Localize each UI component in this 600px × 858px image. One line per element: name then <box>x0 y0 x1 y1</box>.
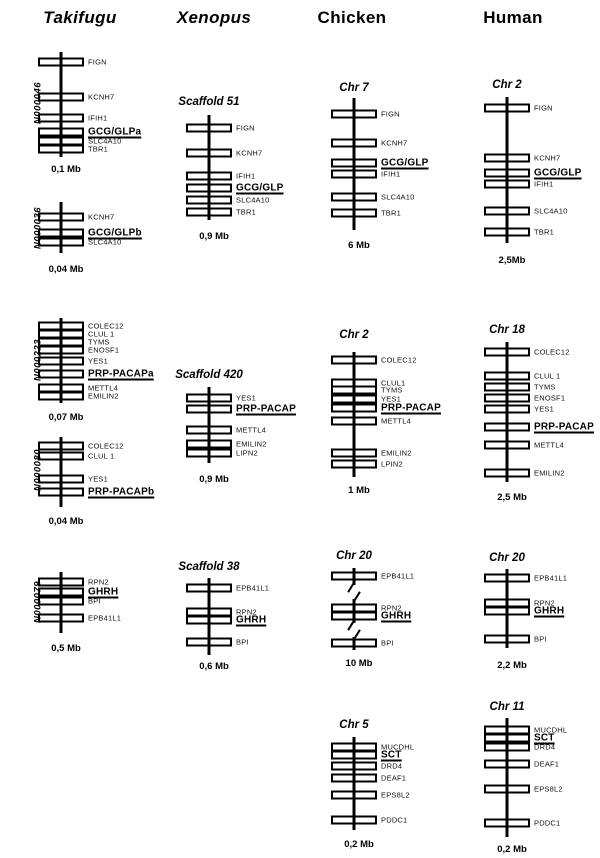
gene-label-kcnh7: KCNH7 <box>88 212 115 222</box>
chromosome-line <box>506 569 509 648</box>
gene-label-tyms: TYMS <box>88 337 110 347</box>
scale-label: 2,2 Mb <box>497 660 527 671</box>
gene-label-tbr1: TBR1 <box>534 227 554 237</box>
gene-label-fign: FIGN <box>534 103 553 113</box>
gene-label-tyms: TYMS <box>534 382 556 392</box>
chromosome-title: Chr 20 <box>489 552 525 564</box>
gene-label-ghrh: GHRH <box>381 610 412 622</box>
gene-label-bpi: BPI <box>381 638 394 648</box>
gene-label-clul-1: CLUL 1 <box>88 451 115 461</box>
gene-label-fign: FIGN <box>88 57 107 67</box>
gene-label-kcnh7: KCNH7 <box>236 148 263 158</box>
gene-label-yes1: YES1 <box>534 404 554 414</box>
scale-label: 0,9 Mb <box>199 231 229 242</box>
gene-label-rpn2: RPN2 <box>236 607 257 617</box>
gene-label-yes1: YES1 <box>381 394 401 404</box>
chromosome-title: Scaffold 420 <box>175 369 243 381</box>
chromosome-title: Chr 2 <box>339 329 369 341</box>
gene-label-kcnh7: KCNH7 <box>534 153 561 163</box>
scaffold-label: N000223 <box>32 338 44 382</box>
gene-label-clul1: CLUL1 <box>381 378 406 388</box>
gene-label-bpi: BPI <box>534 634 547 644</box>
scale-label: 10 Mb <box>345 658 373 669</box>
gene-label-prp-pacap: PRP-PACAP <box>381 402 441 414</box>
gene-label-gcg-glp: GCG/GLP <box>381 157 429 169</box>
gene-label-colec12: COLEC12 <box>88 321 124 331</box>
gene-label-pddc1: PDDC1 <box>381 815 408 825</box>
gene-label-ghrh: GHRH <box>88 586 119 598</box>
gene-label-rpn2: RPN2 <box>381 603 402 613</box>
gene-label-emilin2: EMILIN2 <box>236 439 267 449</box>
chromosome-title: Chr 2 <box>492 79 522 91</box>
chromosome-title: Scaffold 51 <box>178 96 240 108</box>
gene-label-prp-pacap: PRP-PACAP <box>236 403 296 415</box>
gene-label-sct: SCT <box>534 732 555 744</box>
gene-label-lpin2: LPIN2 <box>381 459 403 469</box>
gene-label-enosf1: ENOSF1 <box>534 393 566 403</box>
gene-label-mettl4: METTL4 <box>236 425 266 435</box>
gene-label-clul-1: CLUL 1 <box>534 371 561 381</box>
gene-label-pddc1: PDDC1 <box>534 818 561 828</box>
gene-label-tbr1: TBR1 <box>381 208 401 218</box>
scale-label: 6 Mb <box>348 240 370 251</box>
chromosome-line <box>353 352 356 477</box>
gene-label-emilin2: EMILIN2 <box>534 468 565 478</box>
gene-label-slc4a10: SLC4A10 <box>88 237 122 247</box>
gene-label-emilin2: EMILIN2 <box>381 448 412 458</box>
gene-label-tyms: TYMS <box>381 385 403 395</box>
species-header-human: Human <box>483 8 543 27</box>
chromosome-line <box>506 342 509 482</box>
chromosome-line <box>353 737 356 830</box>
chromosome-line <box>60 572 63 633</box>
gene-label-prp-pacapb: PRP-PACAPb <box>88 486 155 498</box>
gene-label-yes1: YES1 <box>88 356 108 366</box>
gene-label-epb41l1: EPB41L1 <box>534 573 568 583</box>
scale-label: 2,5Mb <box>498 255 526 266</box>
gene-label-yes1: YES1 <box>236 393 256 403</box>
scale-label: 2,5 Mb <box>497 492 527 503</box>
scale-label: 0,2 Mb <box>344 839 374 850</box>
chromosome-line <box>60 52 63 157</box>
gene-label-rpn2: RPN2 <box>534 598 555 608</box>
gene-label-prp-pacap: PRP-PACAP <box>534 421 594 433</box>
gene-label-eps8l2: EPS8L2 <box>534 784 563 794</box>
gene-label-gcg-glpa: GCG/GLPa <box>88 126 142 138</box>
gene-label-fign: FIGN <box>381 109 400 119</box>
chromosome-title: Chr 5 <box>339 719 369 731</box>
scaffold-label: N000046 <box>32 81 44 125</box>
chromosome-title: Scaffold 38 <box>178 561 240 573</box>
gene-label-ifih1: IFIH1 <box>236 171 256 181</box>
scale-label: 0,9 Mb <box>199 474 229 485</box>
gene-label-slc4a10: SLC4A10 <box>88 136 122 146</box>
chromosome-title: Chr 20 <box>336 550 372 562</box>
gene-label-yes1: YES1 <box>88 474 108 484</box>
gene-label-mettl4: METTL4 <box>88 383 118 393</box>
gene-label-bpi: BPI <box>236 637 249 647</box>
gene-label-gcg-glp: GCG/GLP <box>236 182 284 194</box>
gene-label-lipn2: LIPN2 <box>236 448 258 458</box>
gene-label-drd4: DRD4 <box>381 761 403 771</box>
chromosome-line <box>60 202 63 253</box>
gene-label-deaf1: DEAF1 <box>381 773 407 783</box>
gene-label-tbr1: TBR1 <box>88 144 108 154</box>
scale-label: 0,04 Mb <box>48 264 84 275</box>
chromosome-line <box>60 318 63 403</box>
scale-label: 0,1 Mb <box>51 164 81 175</box>
chromosome-line <box>60 437 63 507</box>
chromosome-line <box>208 578 211 655</box>
gene-label-ghrh: GHRH <box>534 605 565 617</box>
gene-label-colec12: COLEC12 <box>88 441 124 451</box>
gene-label-slc4a10: SLC4A10 <box>236 195 270 205</box>
gene-label-enosf1: ENOSF1 <box>88 345 120 355</box>
gene-label-ifih1: IFIH1 <box>88 113 108 123</box>
gene-label-bpi: BPI <box>88 596 101 606</box>
scale-label: 0,04 Mb <box>48 516 84 527</box>
scaffold-label: N000079 <box>32 580 44 624</box>
scale-label: 0,07 Mb <box>48 412 84 423</box>
chromosome-break-mark <box>345 585 363 599</box>
chromosome-line <box>353 98 356 230</box>
chromosome-line <box>208 387 211 463</box>
scale-label: 0,5 Mb <box>51 643 81 654</box>
gene-label-gcg-glpb: GCG/GLPb <box>88 227 142 239</box>
gene-label-epb41l1: EPB41L1 <box>88 613 122 623</box>
gene-label-prp-pacapa: PRP-PACAPa <box>88 368 154 380</box>
gene-label-clul-1: CLUL 1 <box>88 329 115 339</box>
scale-label: 0,6 Mb <box>199 661 229 672</box>
scaffold-label: N000036 <box>32 206 44 250</box>
gene-label-mucdhl: MUCDHL <box>381 742 415 752</box>
gene-label-ifih1: IFIH1 <box>381 169 401 179</box>
gene-label-gcg-glp: GCG/GLP <box>534 167 582 179</box>
scale-label: 0,2 Mb <box>497 844 527 855</box>
gene-label-slc4a10: SLC4A10 <box>381 192 415 202</box>
chromosome-line <box>506 97 509 243</box>
gene-label-epb41l1: EPB41L1 <box>381 571 415 581</box>
gene-label-ifih1: IFIH1 <box>534 179 554 189</box>
gene-label-ghrh: GHRH <box>236 614 267 626</box>
gene-label-kcnh7: KCNH7 <box>88 92 115 102</box>
chromosome-line <box>208 115 211 220</box>
species-header-chicken: Chicken <box>317 8 387 27</box>
chromosome-title: Chr 7 <box>339 82 369 94</box>
gene-label-mettl4: METTL4 <box>534 440 564 450</box>
species-header-xenopus: Xenopus <box>176 8 252 27</box>
gene-label-fign: FIGN <box>236 123 255 133</box>
gene-label-tbr1: TBR1 <box>236 207 256 217</box>
chromosome-title: Chr 11 <box>489 701 525 713</box>
gene-label-drd4: DRD4 <box>534 742 556 752</box>
species-header-takifugu: Takifugu <box>43 8 117 27</box>
gene-label-eps8l2: EPS8L2 <box>381 790 410 800</box>
chromosome-line <box>506 718 509 837</box>
gene-label-rpn2: RPN2 <box>88 577 109 587</box>
scaffold-label: N000080 <box>32 448 44 492</box>
gene-label-kcnh7: KCNH7 <box>381 138 408 148</box>
gene-label-sct: SCT <box>381 749 402 761</box>
scale-label: 1 Mb <box>348 485 370 496</box>
gene-label-colec12: COLEC12 <box>534 347 570 357</box>
gene-label-colec12: COLEC12 <box>381 355 417 365</box>
gene-label-deaf1: DEAF1 <box>534 759 560 769</box>
chromosome-break-mark <box>345 623 363 637</box>
gene-label-emilin2: EMILIN2 <box>88 391 119 401</box>
gene-label-mettl4: METTL4 <box>381 416 411 426</box>
chromosome-title: Chr 18 <box>489 324 525 336</box>
gene-label-mucdhl: MUCDHL <box>534 725 568 735</box>
gene-label-epb41l1: EPB41L1 <box>236 583 270 593</box>
gene-label-slc4a10: SLC4A10 <box>534 206 568 216</box>
